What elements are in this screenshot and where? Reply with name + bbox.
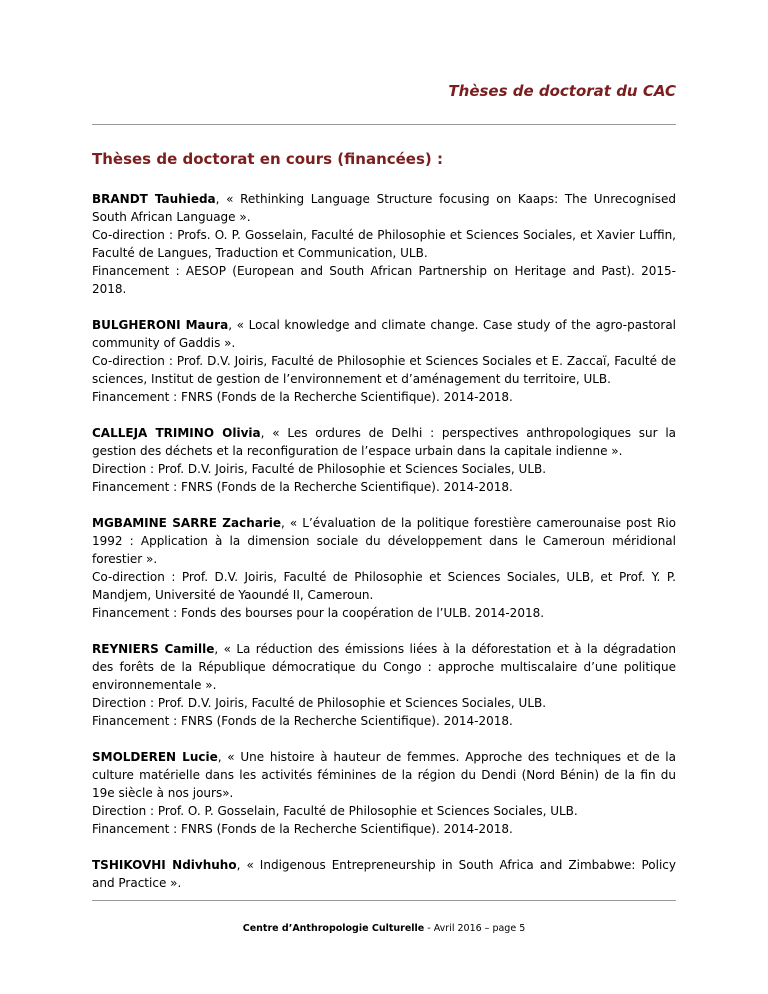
- page-content: [92, 150, 676, 910]
- thesis-title-line: [92, 514, 676, 568]
- thesis-title-line: [92, 640, 676, 694]
- footer-divider: [92, 900, 676, 901]
- thesis-funding: Financement : FNRS (Fonds de la Recherche Scientifique). 2014-2018.: [92, 390, 513, 404]
- thesis-title: , « Rethinking Language Structure focusing on Kaaps: The Unrecognised South African Language ».: [92, 192, 676, 224]
- thesis-direction: Direction : Prof. D.V. Joiris, Faculté de Philosophie et Sciences Sociales, ULB.: [92, 696, 547, 710]
- thesis-funding: Financement : FNRS (Fonds de la Recherche Scientifique). 2014-2018.: [92, 714, 513, 728]
- thesis-author: BRANDT Tauhieda: [92, 192, 216, 206]
- thesis-title-line: [92, 856, 676, 892]
- thesis-title: , « Les ordures de Delhi : perspectives anthropologiques sur la gestion des déchets et la reconfiguration de l’espace urbain dans la capitale indienne ».: [92, 426, 677, 458]
- header-title: Thèses de doctorat du CAC: [448, 82, 676, 100]
- thesis-entry: [92, 856, 676, 892]
- thesis-title: , « La réduction des émissions liées à la déforestation et à la dégradation des forêts de la République démocratique du Congo : approche multiscalaire d’une politique environnementale ».: [92, 642, 676, 692]
- thesis-direction: Co-direction : Prof. D.V. Joiris, Faculté de Philosophie et Sciences Sociales, ULB, et Prof. Y. P. Mandjem, Université de Yaoundé II, Cameroun.: [92, 570, 676, 602]
- page-footer: [0, 923, 768, 934]
- thesis-entry: [92, 316, 676, 406]
- thesis-entry: [92, 190, 676, 298]
- thesis-direction: Co-direction : Prof. D.V. Joiris, Faculté de Philosophie et Sciences Sociales et E. Zaccaï, Faculté de sciences, Institut de gestion de l’environnement et d’aménagement du territoire, ULB.: [92, 354, 676, 386]
- thesis-entry: [92, 514, 676, 622]
- thesis-direction: Direction : Prof. D.V. Joiris, Faculté de Philosophie et Sciences Sociales, ULB.: [92, 462, 547, 476]
- thesis-title: , « Une histoire à hauteur de femmes. Approche des techniques et de la culture matérielle dans les activités féminines de la région du Dendi (Nord Bénin) de la fin du 19e siècle à nos jours».: [92, 750, 676, 800]
- thesis-funding: Financement : FNRS (Fonds de la Recherche Scientifique). 2014-2018.: [92, 822, 513, 836]
- thesis-author: TSHIKOVHI Ndivhuho: [92, 858, 237, 872]
- thesis-funding: Financement : AESOP (European and South African Partnership on Heritage and Past). 2015-2018.: [92, 264, 676, 296]
- footer-organization: Centre d’Anthropologie Culturelle: [242, 923, 425, 934]
- thesis-entry: [92, 424, 676, 496]
- thesis-entry: [92, 640, 676, 730]
- thesis-author: REYNIERS Camille: [92, 642, 215, 656]
- thesis-title-line: [92, 190, 676, 226]
- thesis-direction: Co-direction : Profs. O. P. Gosselain, Faculté de Philosophie et Sciences Sociales, et Xavier Luffin, Faculté de Langues, Traduction et Communication, ULB.: [92, 228, 676, 260]
- footer-date-page: - Avril 2016 – page 5: [424, 923, 526, 934]
- thesis-title: , « L’évaluation de la politique forestière camerounaise post Rio 1992 : Application à la dimension sociale du développement dans le Cameroun méridional forestier ».: [92, 516, 677, 566]
- thesis-funding: Financement : FNRS (Fonds de la Recherche Scientifique). 2014-2018.: [92, 480, 513, 494]
- thesis-author: SMOLDEREN Lucie: [92, 750, 218, 764]
- thesis-funding: Financement : Fonds des bourses pour la coopération de l’ULB. 2014-2018.: [92, 606, 545, 620]
- header-divider: [92, 124, 676, 125]
- section-heading: Thèses de doctorat en cours (financées) :: [92, 150, 443, 168]
- thesis-author: MGBAMINE SARRE Zacharie: [92, 516, 282, 530]
- thesis-direction: Direction : Prof. O. P. Gosselain, Faculté de Philosophie et Sciences Sociales, ULB.: [92, 804, 578, 818]
- thesis-title-line: [92, 316, 676, 352]
- thesis-entry: [92, 748, 676, 838]
- thesis-author: BULGHERONI Maura: [92, 318, 229, 332]
- thesis-title: , « Indigenous Entrepreneurship in South Africa and Zimbabwe: Policy and Practice ».: [92, 858, 677, 890]
- thesis-title-line: [92, 748, 676, 802]
- thesis-title: , « Local knowledge and climate change. Case study of the agro-pastoral community of Gaddis ».: [92, 318, 677, 350]
- page-header: [0, 70, 768, 110]
- thesis-title-line: [92, 424, 676, 460]
- thesis-author: CALLEJA TRIMINO Olivia: [92, 426, 261, 440]
